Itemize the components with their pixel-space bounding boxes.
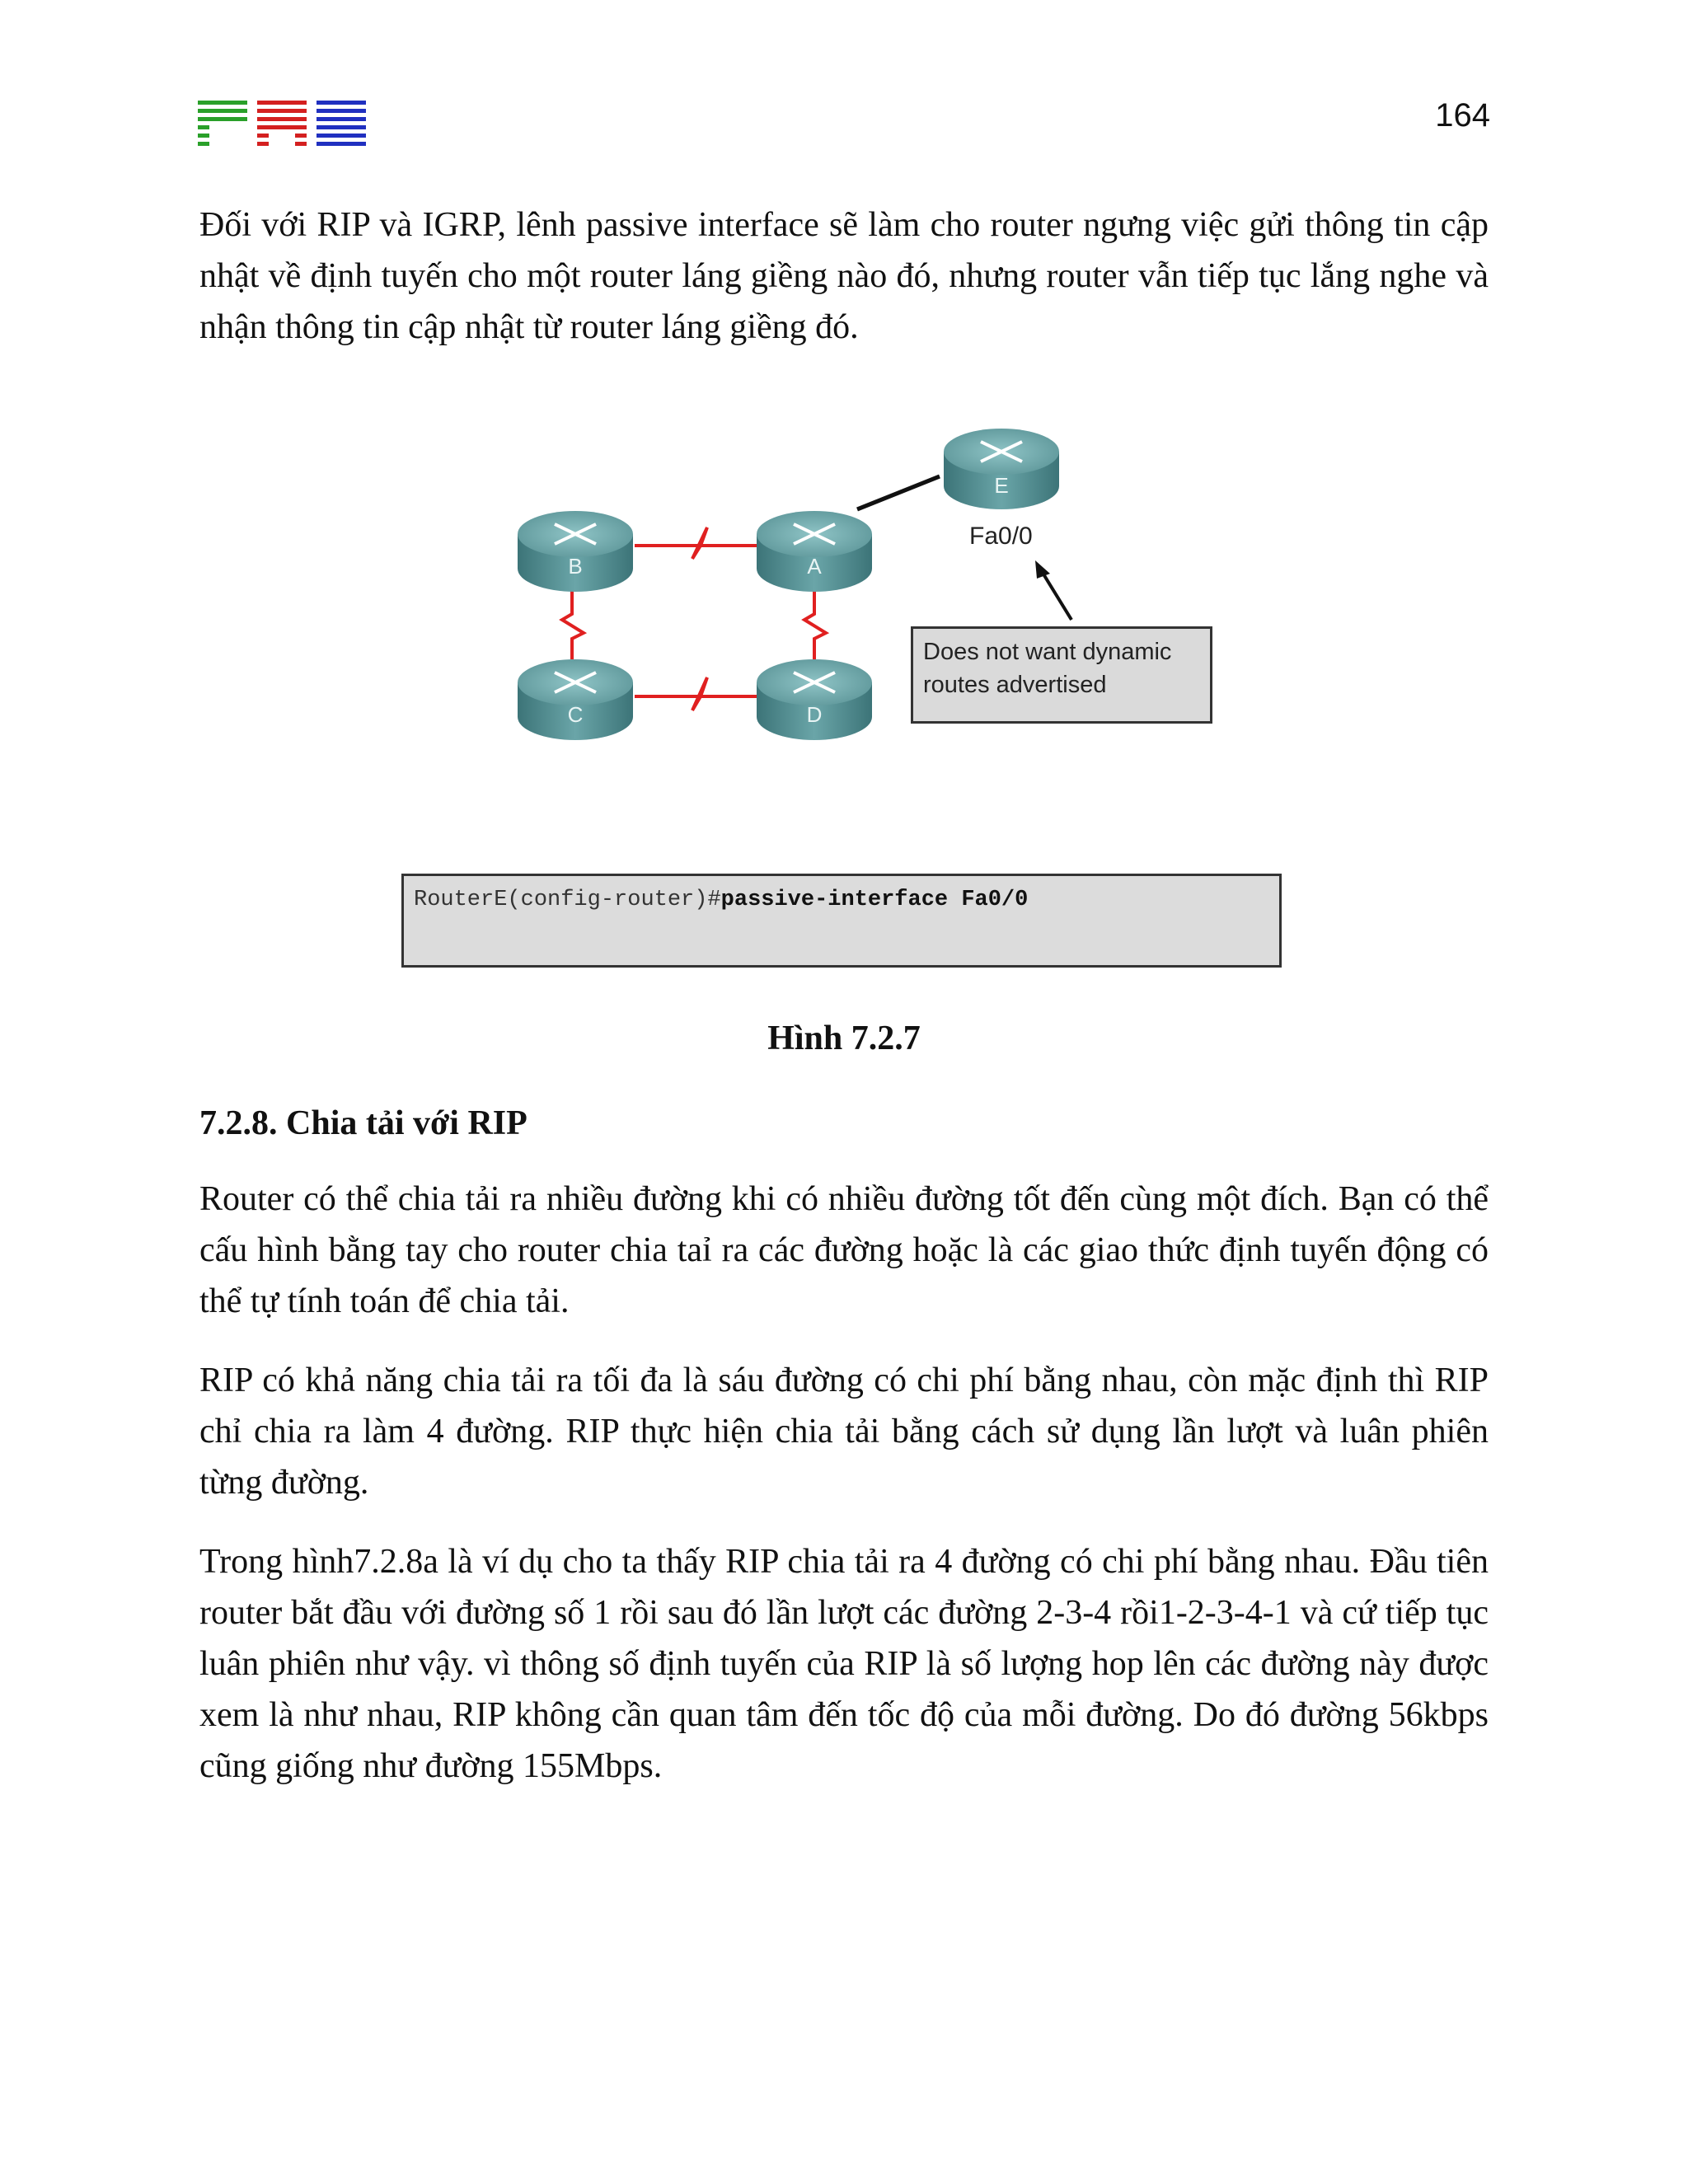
console-prompt: RouterE(config-router)# [414,888,721,912]
serial-link-b-a [635,527,767,559]
figure-caption: Hình 7.2.7 [767,1019,921,1057]
router-b-label: B [568,554,583,579]
router-a-label: A [807,554,822,579]
paragraph-2: RIP có khả năng chia tải ra tối đa là sáu đường có chi phí bằng nhau, còn mặc định thì RIP chỉ chia ra làm 4 đường. RIP thực hiện chia tải bằng cách sử dụng lần lượt và luân phiên từng đường. [199,1361,1489,1502]
callout-box [911,626,1212,724]
router-b [518,511,633,592]
section-heading: 7.2.8. Chia tải với RIP [199,1104,528,1142]
page-number: 164 [1435,97,1490,134]
port-label: Fa0/0 [969,523,1033,550]
router-c-label: C [567,702,584,727]
callout-line-1: Does not want dynamic [923,639,1172,665]
callout-line-2: routes advertised [923,672,1107,698]
serial-link-c-d [635,677,767,710]
callout-arrow [1043,573,1071,620]
serial-link-a-d [804,585,826,659]
ethernet-link-a-e [857,476,940,509]
intro-paragraph: Đối với RIP và IGRP, lênh passive interface sẽ làm cho router ngưng việc gửi thông tin cập nhật về định tuyến cho một router láng giềng nào đó, nhưng router vẫn tiếp tục lắng nghe và nhận thông tin cập nhật từ router láng giềng đó. [199,206,1489,346]
router-d-label: D [806,702,823,727]
router-c [518,659,633,740]
console-command: passive-interface Fa0/0 [720,888,1029,912]
router-a [757,511,872,592]
paragraph-1: Router có thể chia tải ra nhiều đường khi có nhiều đường tốt đến cùng một đích. Bạn có thể cấu hình bằng tay cho router chia taỉ ra các đường hoặc là các giao thức định tuyến động có thể tự tính toán để chia tải. [199,1180,1489,1320]
console-box [401,874,1282,968]
router-d [757,659,872,740]
pnh-logo [198,101,366,147]
router-e-label: E [994,473,1009,498]
serial-link-b-c [562,585,584,659]
paragraph-3: Trong hình7.2.8a là ví dụ cho ta thấy RIP chia tải ra 4 đường có chi phí bằng nhau. Đầu tiên router bắt đầu với đường số 1 rồi sau đó lần lượt các đường 2-3-4 rồi1-2-3-4-1 và cứ tiếp tục luân phiên như vậy. vì thông số định tuyến của RIP là số lượng hop lên các đường này được xem là như nhau, RIP không cần quan tâm đến tốc độ của mỗi đường. Do đó đường 56kbps cũng giống như đường 155Mbps. [199,1543,1489,1785]
